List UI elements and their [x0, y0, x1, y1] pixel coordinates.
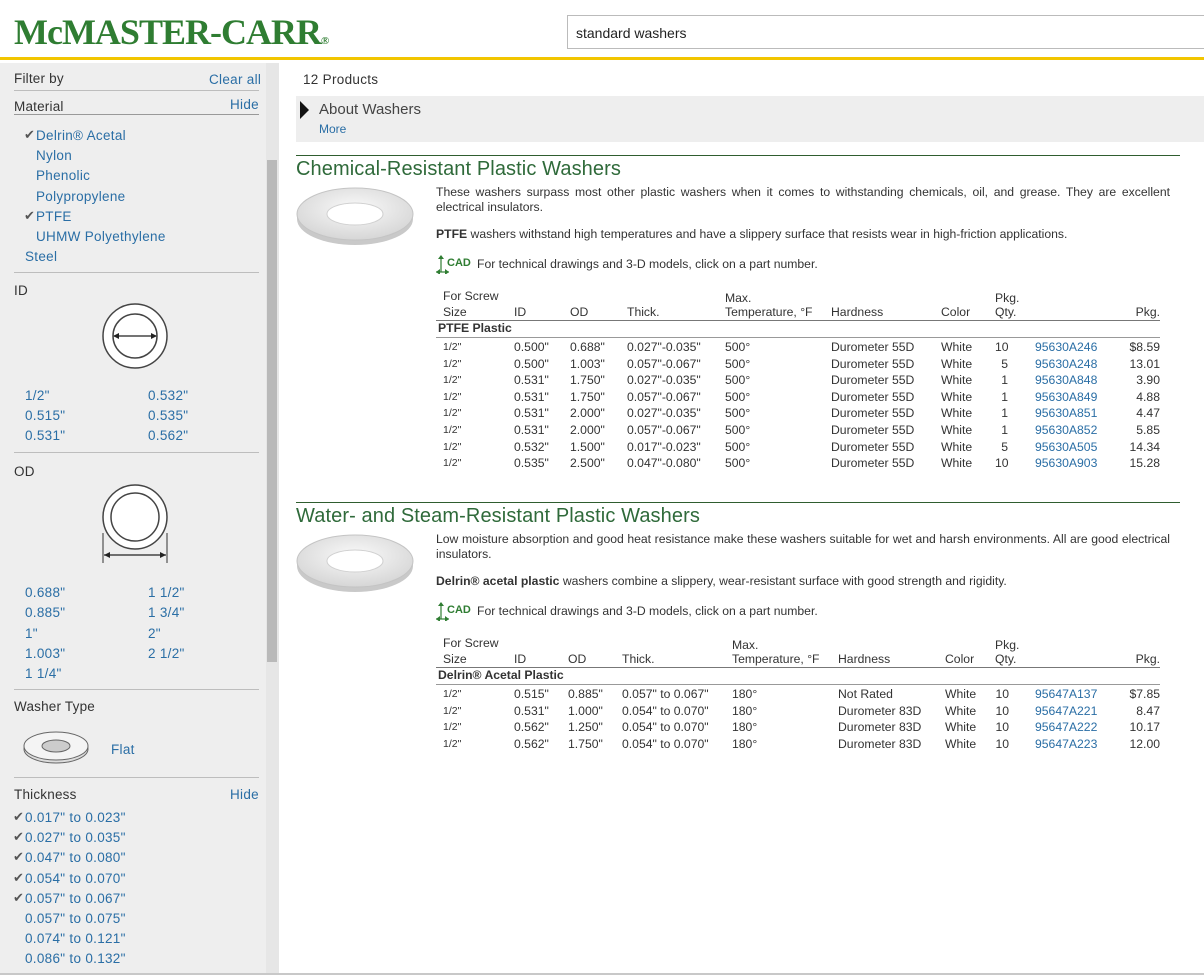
- price-cell: 5.85: [1136, 423, 1160, 437]
- header-max-temp: Temperature, °F: [725, 305, 813, 319]
- table-cell: White: [945, 720, 977, 735]
- table-divider: [436, 684, 1160, 685]
- table-cell: 0.562": [514, 736, 549, 751]
- table-cell: 0.057"-0.067": [627, 389, 701, 404]
- section-description: These washers surpass most other plastic washers when it comes to withstanding chemicals, oil, and grease. They are excellent electrical insulators.: [436, 185, 1170, 214]
- divider: [14, 777, 259, 778]
- table-cell: 2.000": [570, 423, 605, 437]
- table-cell: 0.054" to 0.070": [622, 720, 709, 735]
- part-number-link[interactable]: 95647A221: [1035, 703, 1098, 718]
- table-divider: [436, 320, 1160, 321]
- material-option[interactable]: Phenolic: [36, 168, 91, 184]
- table-cell: 0.531": [514, 406, 549, 421]
- section-divider: [296, 155, 1180, 156]
- thickness-heading: Thickness: [14, 787, 77, 802]
- material-option[interactable]: Nylon: [36, 148, 73, 164]
- pkg-qty-cell: 5: [1001, 439, 1008, 454]
- table-cell: White: [945, 736, 977, 751]
- thickness-option[interactable]: 0.086" to 0.132": [25, 951, 126, 967]
- table-cell: 180°: [732, 736, 758, 751]
- table-cell: 500°: [725, 373, 751, 388]
- table-cell: Durometer 55D: [831, 356, 915, 371]
- table-cell: Durometer 55D: [831, 423, 915, 437]
- table-cell: 1/2": [443, 374, 462, 387]
- material-option[interactable]: Polypropylene: [36, 188, 126, 204]
- table-cell: 1/2": [443, 390, 462, 403]
- part-number-link[interactable]: 95630A248: [1035, 356, 1098, 371]
- price-cell: 15.28: [1129, 456, 1160, 471]
- table-cell: 180°: [732, 703, 758, 718]
- id-option[interactable]: 0.535": [148, 408, 189, 423]
- section-material-note: [436, 574, 1170, 589]
- pkg-qty-cell: 10: [995, 720, 1009, 735]
- table-cell: 1.500": [570, 439, 605, 454]
- divider: [14, 90, 259, 91]
- section-divider: [296, 502, 1180, 503]
- header-pkg-price: Pkg.: [1135, 652, 1160, 666]
- price-cell: 12.00: [1129, 736, 1160, 751]
- main-content: [280, 63, 1204, 975]
- cad-text: For technical drawings and 3-D models, click on a part number.: [477, 604, 818, 618]
- header: [0, 0, 1204, 60]
- material-hide-link[interactable]: Hide: [230, 97, 259, 112]
- table-cell: White: [941, 389, 973, 404]
- section-material-note: [436, 227, 1170, 242]
- about-washers-title[interactable]: About Washers: [319, 101, 421, 118]
- checkmark-icon: ✔: [13, 889, 24, 905]
- filter-sidebar: [0, 63, 266, 975]
- table-cell: 0.047"-0.080": [627, 456, 701, 471]
- washer-type-flat[interactable]: Flat: [111, 742, 135, 757]
- od-diagram-icon: [100, 483, 170, 565]
- price-cell: 4.88: [1136, 389, 1160, 404]
- header-screw-size: Size: [443, 305, 467, 319]
- divider: [14, 689, 259, 690]
- table-cell: 0.562": [514, 720, 549, 735]
- table-cell: 0.057"-0.067": [627, 356, 701, 371]
- section-title: Chemical-Resistant Plastic Washers: [296, 158, 621, 180]
- header-id: ID: [514, 305, 527, 319]
- table-group-label: PTFE Plastic: [438, 321, 512, 335]
- material-option[interactable]: Delrin® Acetal: [36, 128, 126, 143]
- header-max-temp: Temperature, °F: [732, 652, 820, 666]
- od-option[interactable]: 2 1/2": [148, 645, 185, 661]
- pkg-qty-cell: 1: [1001, 423, 1008, 437]
- header-pkg-qty: Qty.: [995, 652, 1017, 666]
- price-cell: 10.17: [1129, 720, 1160, 735]
- table-cell: 500°: [725, 439, 751, 454]
- thickness-option[interactable]: 0.017" to 0.023": [25, 810, 126, 825]
- material-option[interactable]: PTFE: [36, 208, 72, 224]
- table-cell: Durometer 83D: [838, 720, 922, 735]
- price-cell: $8.59: [1129, 340, 1160, 354]
- cad-info: [435, 254, 818, 274]
- header-screw-size: Size: [443, 652, 467, 666]
- pkg-qty-cell: 10: [995, 687, 1009, 701]
- table-cell: 1.750": [568, 736, 603, 751]
- header-screw-size: For Screw: [443, 289, 499, 303]
- table-cell: 1/2": [443, 341, 462, 353]
- table-cell: 1.003": [570, 356, 605, 371]
- thickness-option[interactable]: 0.057" to 0.075": [25, 911, 126, 926]
- mcmaster-logo[interactable]: [14, 12, 329, 61]
- table-cell: 0.500": [514, 340, 549, 354]
- material-heading: Material: [14, 99, 64, 114]
- table-cell: 1/2": [443, 424, 462, 436]
- table-cell: 500°: [725, 356, 751, 371]
- cad-icon[interactable]: [435, 256, 477, 270]
- table-cell: Durometer 55D: [831, 340, 915, 354]
- table-cell: 1/2": [443, 688, 462, 700]
- pkg-qty-cell: 10: [995, 340, 1009, 354]
- thickness-option[interactable]: 0.027" to 0.035": [25, 830, 126, 846]
- pkg-qty-cell: 1: [1001, 373, 1008, 388]
- table-cell: 1/2": [443, 704, 462, 717]
- cad-text: For technical drawings and 3-D models, click on a part number.: [477, 257, 818, 271]
- header-od: OD: [570, 305, 589, 319]
- table-cell: 500°: [725, 456, 751, 471]
- table-cell: White: [941, 356, 973, 371]
- table-cell: 0.531": [514, 703, 549, 718]
- table-cell: 0.027"-0.035": [627, 373, 701, 388]
- header-pkg-price: Pkg.: [1135, 305, 1160, 319]
- id-option[interactable]: 0.515": [25, 408, 66, 423]
- washer-type-heading: Washer Type: [14, 699, 95, 714]
- od-option[interactable]: 0.885": [25, 605, 66, 621]
- od-option[interactable]: 2": [148, 625, 161, 641]
- table-cell: 180°: [732, 720, 758, 735]
- header-hardness: Hardness: [831, 305, 884, 319]
- header-max-temp: Max.: [725, 291, 752, 305]
- checkmark-icon: ✔: [24, 127, 35, 142]
- divider: [14, 452, 259, 453]
- table-cell: 1/2": [443, 407, 462, 420]
- divider: [14, 272, 259, 273]
- od-option[interactable]: 1 1/4": [25, 666, 62, 682]
- header-color: Color: [945, 652, 975, 666]
- table-cell: 0.531": [514, 423, 549, 437]
- pkg-qty-cell: 10: [995, 736, 1009, 751]
- table-cell: 1/2": [443, 721, 462, 734]
- table-cell: 1.750": [570, 373, 605, 388]
- checkmark-icon: ✔: [13, 809, 24, 824]
- table-cell: 0.688": [570, 340, 605, 354]
- part-number-link[interactable]: 95647A137: [1035, 687, 1098, 701]
- table-cell: 0.885": [568, 687, 603, 701]
- table-cell: White: [941, 406, 973, 421]
- table-divider: [436, 337, 1160, 338]
- header-hardness: Hardness: [838, 652, 891, 666]
- od-option[interactable]: 1": [25, 625, 38, 641]
- table-cell: 0.054" to 0.070": [622, 736, 709, 751]
- od-option[interactable]: 0.688": [25, 585, 66, 600]
- id-option[interactable]: 0.562": [148, 428, 189, 443]
- table-cell: 0.535": [514, 456, 549, 471]
- part-number-link[interactable]: 95630A246: [1035, 340, 1098, 354]
- material-name: Delrin® acetal plastic: [436, 574, 560, 588]
- part-number-link[interactable]: 95630A903: [1035, 456, 1098, 471]
- pkg-qty-cell: 5: [1001, 356, 1008, 371]
- part-number-link[interactable]: 95647A223: [1035, 736, 1098, 751]
- od-heading: OD: [14, 464, 35, 479]
- part-number-link[interactable]: 95630A852: [1035, 423, 1098, 437]
- part-number-link[interactable]: 95630A849: [1035, 389, 1098, 404]
- checkmark-icon: ✔: [24, 207, 35, 223]
- table-cell: Durometer 55D: [831, 373, 915, 388]
- table-cell: Durometer 55D: [831, 456, 915, 471]
- washer-product-image: [295, 185, 415, 245]
- logo-text: McMASTER-CARR: [14, 12, 321, 52]
- about-more-link[interactable]: More: [319, 122, 347, 136]
- table-cell: 0.531": [514, 373, 549, 388]
- thickness-option[interactable]: 0.054" to 0.070": [25, 870, 126, 886]
- material-option[interactable]: UHMW Polyethylene: [36, 229, 166, 244]
- table-cell: 0.054" to 0.070": [622, 703, 709, 718]
- table-cell: Durometer 55D: [831, 406, 915, 421]
- section-title: Water- and Steam-Resistant Plastic Washers: [296, 505, 700, 527]
- filter-by-label: Filter by: [14, 71, 64, 86]
- id-heading: ID: [14, 283, 28, 298]
- od-option[interactable]: 1.003": [25, 645, 66, 661]
- material-note-text: washers withstand high temperatures and have a slippery surface that resists wear in high-friction applications.: [467, 227, 1068, 241]
- price-cell: 14.34: [1129, 439, 1160, 454]
- price-cell: 4.47: [1136, 406, 1160, 421]
- logo-registered-mark: ®: [320, 35, 330, 47]
- od-option[interactable]: 1 3/4": [148, 605, 185, 621]
- table-cell: 1.000": [568, 703, 603, 718]
- pkg-qty-cell: 1: [1001, 406, 1008, 421]
- table-cell: 1.250": [568, 720, 603, 735]
- table-cell: 1/2": [443, 440, 462, 453]
- part-number-link[interactable]: 95647A222: [1035, 720, 1098, 735]
- material-option-steel[interactable]: Steel: [25, 249, 58, 264]
- thickness-option[interactable]: 0.047" to 0.080": [25, 850, 126, 866]
- table-cell: 1/2": [443, 457, 462, 470]
- table-cell: White: [941, 439, 973, 454]
- pkg-qty-cell: 10: [995, 456, 1009, 471]
- table-cell: 500°: [725, 340, 751, 354]
- price-cell: $7.85: [1129, 687, 1160, 701]
- svg-text:CAD: CAD: [447, 604, 471, 616]
- washer-product-image: [295, 532, 415, 592]
- checkmark-icon: ✔: [13, 829, 24, 845]
- part-number-link[interactable]: 95630A851: [1035, 406, 1098, 421]
- table-cell: White: [941, 373, 973, 388]
- table-cell: 1/2": [443, 737, 462, 750]
- material-name: PTFE: [436, 227, 468, 241]
- table-cell: 500°: [725, 389, 751, 404]
- od-option[interactable]: 1 1/2": [148, 585, 185, 600]
- checkmark-icon: ✔: [13, 869, 24, 885]
- table-cell: 2.000": [570, 406, 605, 421]
- thickness-option[interactable]: 0.057" to 0.067": [25, 890, 126, 906]
- table-cell: White: [941, 456, 973, 471]
- thickness-option[interactable]: 0.074" to 0.121": [25, 931, 126, 947]
- table-cell: Durometer 55D: [831, 439, 915, 454]
- table-group-label: Delrin® Acetal Plastic: [438, 668, 564, 682]
- table-cell: 1.750": [570, 389, 605, 404]
- table-cell: 0.515": [514, 687, 549, 701]
- part-number-link[interactable]: 95630A848: [1035, 373, 1098, 388]
- table-cell: 0.532": [514, 439, 549, 454]
- header-color: Color: [941, 305, 971, 319]
- product-count: 12 Products: [303, 72, 379, 87]
- flat-washer-icon[interactable]: [22, 728, 90, 766]
- table-cell: 500°: [725, 423, 751, 437]
- cad-icon[interactable]: [435, 603, 477, 617]
- table-cell: 0.057"-0.067": [627, 423, 701, 437]
- thickness-hide-link[interactable]: Hide: [230, 787, 259, 802]
- header-thickness: Thick.: [627, 305, 660, 319]
- table-cell: White: [941, 340, 973, 354]
- checkmark-icon: ✔: [13, 849, 24, 865]
- id-option[interactable]: 0.531": [25, 428, 66, 443]
- table-cell: 0.017"-0.023": [627, 439, 701, 454]
- expand-triangle-icon[interactable]: [300, 101, 309, 119]
- table-cell: 0.500": [514, 356, 549, 371]
- table-cell: 0.057" to 0.067": [622, 687, 709, 701]
- svg-text:CAD: CAD: [447, 257, 471, 269]
- divider: [14, 114, 259, 115]
- pkg-qty-cell: 1: [1001, 389, 1008, 404]
- table-cell: 180°: [732, 687, 758, 701]
- table-cell: 2.500": [570, 456, 605, 471]
- section-description: Low moisture absorption and good heat resistance make these washers suitable for wet and harsh environments. All are good electrical insulators.: [436, 532, 1170, 561]
- table-cell: 500°: [725, 406, 751, 421]
- id-diagram-icon: [102, 303, 168, 369]
- table-cell: Durometer 55D: [831, 389, 915, 404]
- header-pkg-qty: Pkg.: [995, 291, 1020, 305]
- table-cell: 1/2": [443, 357, 462, 370]
- search-input[interactable]: standard washers: [567, 15, 1204, 49]
- header-id: ID: [514, 652, 527, 666]
- table-cell: 0.531": [514, 389, 549, 404]
- header-pkg-qty: Qty.: [995, 305, 1017, 319]
- table-cell: White: [941, 423, 973, 437]
- price-cell: 3.90: [1136, 373, 1160, 388]
- header-od: OD: [568, 652, 587, 666]
- table-cell: Durometer 83D: [838, 703, 922, 718]
- id-option[interactable]: 0.532": [148, 388, 189, 403]
- header-screw-size: For Screw: [443, 636, 499, 650]
- header-thickness: Thick.: [622, 652, 655, 666]
- pkg-qty-cell: 10: [995, 703, 1009, 718]
- part-number-link[interactable]: 95630A505: [1035, 439, 1098, 454]
- table-cell: 0.027"-0.035": [627, 406, 701, 421]
- clear-all-link[interactable]: Clear all: [209, 72, 262, 87]
- header-pkg-qty: Pkg.: [995, 638, 1020, 652]
- material-note-text: washers combine a slippery, wear-resistant surface with good strength and rigidity.: [559, 574, 1007, 588]
- price-cell: 13.01: [1129, 356, 1160, 371]
- table-cell: White: [945, 703, 977, 718]
- sidebar-scrollbar-thumb[interactable]: [267, 160, 277, 662]
- id-option[interactable]: 1/2": [25, 388, 50, 403]
- table-cell: White: [945, 687, 977, 701]
- header-max-temp: Max.: [732, 638, 759, 652]
- price-cell: 8.47: [1136, 703, 1160, 718]
- cad-info: [435, 601, 818, 621]
- table-cell: 0.027"-0.035": [627, 340, 701, 354]
- table-cell: Durometer 83D: [838, 736, 922, 751]
- about-washers-panel[interactable]: [296, 96, 1204, 142]
- table-cell: Not Rated: [838, 687, 893, 701]
